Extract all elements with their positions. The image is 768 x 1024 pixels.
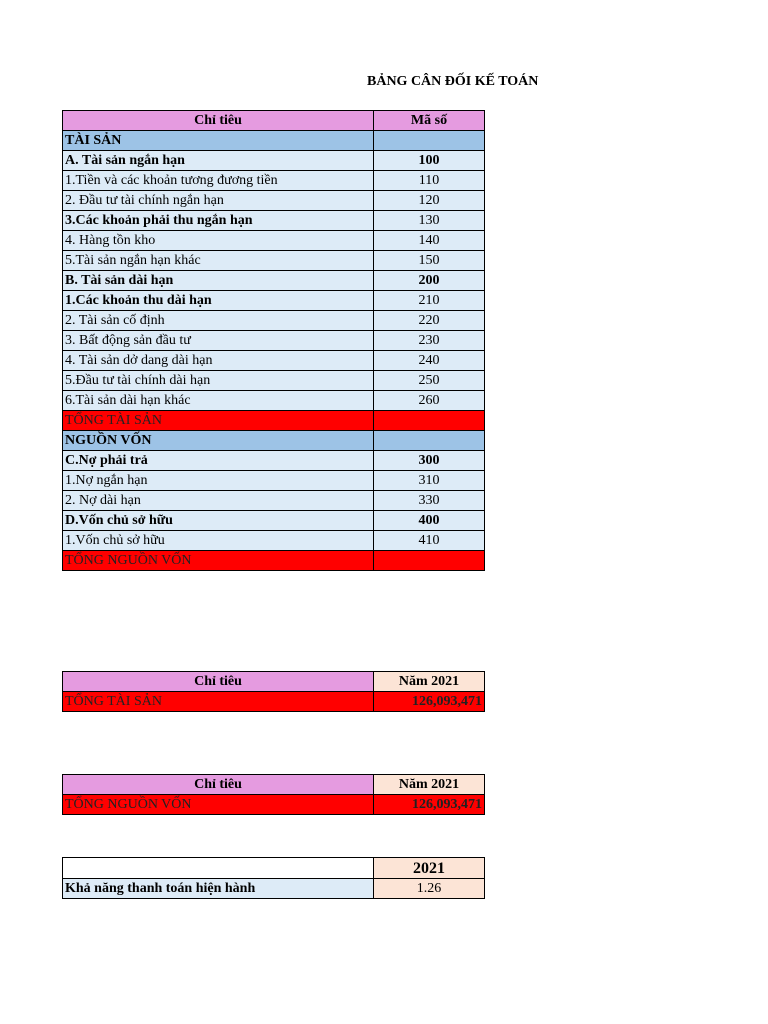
row-value[interactable]: 126,093,471: [374, 795, 485, 815]
row-code[interactable]: 260: [374, 391, 485, 411]
table-header-row: [63, 111, 485, 131]
row-code[interactable]: 150: [374, 251, 485, 271]
row-label[interactable]: 1.Vốn chủ sở hữu: [63, 531, 374, 551]
row-label[interactable]: NGUỒN VỐN: [63, 431, 374, 451]
header-indicator[interactable]: Chỉ tiêu: [63, 672, 374, 692]
row-code[interactable]: [374, 431, 485, 451]
row-code[interactable]: 210: [374, 291, 485, 311]
row-code[interactable]: [374, 551, 485, 571]
row-code[interactable]: 100: [374, 151, 485, 171]
row-label[interactable]: 2. Tài sản cố định: [63, 311, 374, 331]
row-code[interactable]: 220: [374, 311, 485, 331]
row-label[interactable]: TỔNG TÀI SẢN: [63, 692, 374, 712]
row-label[interactable]: 3. Bất động sản đầu tư: [63, 331, 374, 351]
table-row: [63, 692, 485, 712]
row-code[interactable]: 400: [374, 511, 485, 531]
balance-sheet-table: [62, 110, 485, 571]
table-row: [63, 171, 485, 191]
row-label[interactable]: 4. Hàng tồn kho: [63, 231, 374, 251]
table-row: [63, 491, 485, 511]
table-row: [63, 271, 485, 291]
row-code[interactable]: 410: [374, 531, 485, 551]
row-label[interactable]: 1.Tiền và các khoản tương đương tiền: [63, 171, 374, 191]
header-year[interactable]: Năm 2021: [374, 775, 485, 795]
row-code[interactable]: 250: [374, 371, 485, 391]
row-label[interactable]: A. Tài sản ngắn hạn: [63, 151, 374, 171]
total-assets-table: [62, 671, 485, 712]
row-label[interactable]: TÀI SẢN: [63, 131, 374, 151]
row-code[interactable]: 200: [374, 271, 485, 291]
table-row: [63, 551, 485, 571]
table-header-row: [63, 775, 485, 795]
row-code[interactable]: 110: [374, 171, 485, 191]
liquidity-ratio-table: [62, 857, 485, 899]
row-label[interactable]: 2. Nợ dài hạn: [63, 491, 374, 511]
table-row: [63, 251, 485, 271]
row-label[interactable]: 4. Tài sản dở dang dài hạn: [63, 351, 374, 371]
row-code[interactable]: 310: [374, 471, 485, 491]
row-label[interactable]: 1.Các khoản thu dài hạn: [63, 291, 374, 311]
table-row: [63, 411, 485, 431]
table-row: [63, 151, 485, 171]
table-row: [63, 371, 485, 391]
row-label[interactable]: 6.Tài sản dài hạn khác: [63, 391, 374, 411]
table-row: [63, 795, 485, 815]
table-row: [63, 531, 485, 551]
row-value[interactable]: 1.26: [374, 879, 485, 899]
header-indicator[interactable]: Chỉ tiêu: [63, 111, 374, 131]
table-row: [63, 231, 485, 251]
row-label[interactable]: 2. Đầu tư tài chính ngắn hạn: [63, 191, 374, 211]
header-year[interactable]: 2021: [374, 858, 485, 879]
row-label[interactable]: C.Nợ phải trả: [63, 451, 374, 471]
table-row: [63, 879, 485, 899]
table-header-row: [63, 858, 485, 879]
row-label[interactable]: TỔNG TÀI SẢN: [63, 411, 374, 431]
total-capital-table: [62, 774, 485, 815]
header-blank[interactable]: [63, 858, 374, 879]
row-label[interactable]: D.Vốn chủ sở hữu: [63, 511, 374, 531]
table-row: [63, 311, 485, 331]
row-value[interactable]: 126,093,471: [374, 692, 485, 712]
row-code[interactable]: 300: [374, 451, 485, 471]
header-code[interactable]: Mã số: [374, 111, 485, 131]
row-code[interactable]: 240: [374, 351, 485, 371]
row-label[interactable]: 1.Nợ ngắn hạn: [63, 471, 374, 491]
table-header-row: [63, 672, 485, 692]
row-label[interactable]: 5.Đầu tư tài chính dài hạn: [63, 371, 374, 391]
row-code[interactable]: 140: [374, 231, 485, 251]
row-label[interactable]: TỔNG NGUỒN VỐN: [63, 551, 374, 571]
row-label[interactable]: 3.Các khoản phải thu ngắn hạn: [63, 211, 374, 231]
row-code[interactable]: 120: [374, 191, 485, 211]
table-row: [63, 191, 485, 211]
table-row: [63, 431, 485, 451]
row-label[interactable]: B. Tài sản dài hạn: [63, 271, 374, 291]
header-indicator[interactable]: Chỉ tiêu: [63, 775, 374, 795]
table-row: [63, 291, 485, 311]
table-row: [63, 451, 485, 471]
row-code[interactable]: [374, 411, 485, 431]
table-row: [63, 391, 485, 411]
table-row: [63, 471, 485, 491]
table-row: [63, 331, 485, 351]
row-label[interactable]: TỔNG NGUỒN VỐN: [63, 795, 374, 815]
row-code[interactable]: 230: [374, 331, 485, 351]
row-code[interactable]: [374, 131, 485, 151]
table-row: [63, 131, 485, 151]
table-row: [63, 351, 485, 371]
header-year[interactable]: Năm 2021: [374, 672, 485, 692]
row-code[interactable]: 130: [374, 211, 485, 231]
table-row: [63, 211, 485, 231]
sheet-title: BẢNG CÂN ĐỐI KẾ TOÁN: [367, 74, 539, 89]
row-code[interactable]: 330: [374, 491, 485, 511]
row-label[interactable]: 5.Tài sản ngắn hạn khác: [63, 251, 374, 271]
table-row: [63, 511, 485, 531]
row-label[interactable]: Khả năng thanh toán hiện hành: [63, 879, 374, 899]
